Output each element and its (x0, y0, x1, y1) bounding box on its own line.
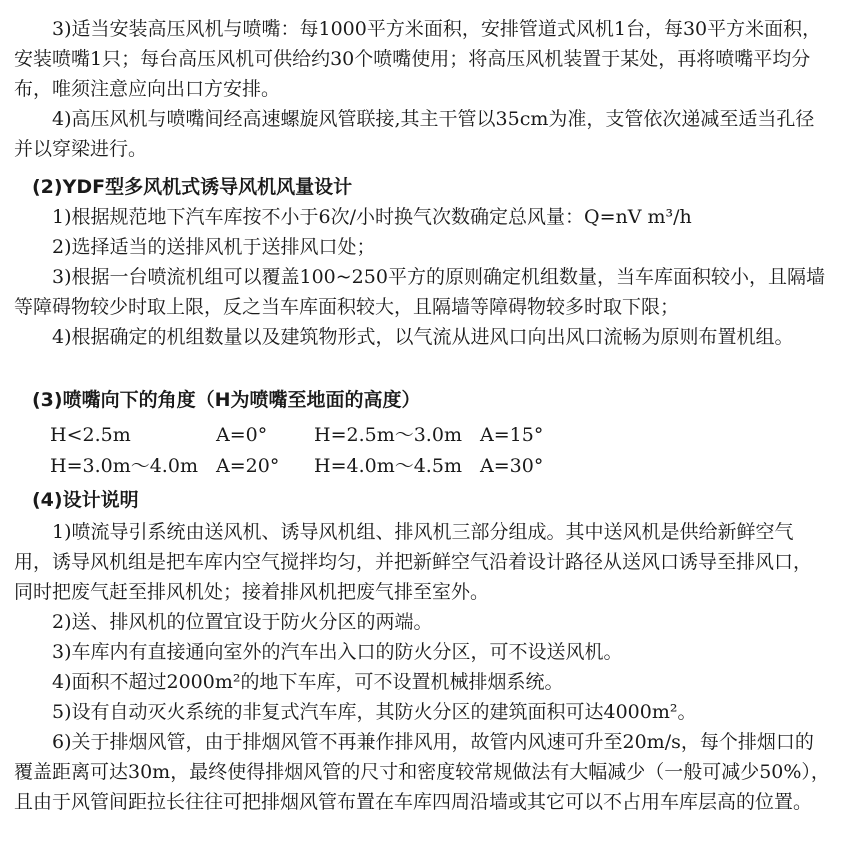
section-heading-design-notes: (4)设计说明 (32, 489, 139, 511)
paragraph-total-airflow: 1)根据规范地下汽车库按不小于6次/小时换气次数确定总风量：Q=nV m³/h (52, 206, 692, 228)
angle-value: A=0° (216, 424, 268, 446)
angle-height: H=2.5m～3.0m (314, 424, 462, 446)
paragraph-no-supply-fan: 3)车库内有直接通向室外的汽车出入口的防火分区，可不设送风机。 (52, 641, 623, 663)
paragraph-duct-connection: 4)高压风机与喷嘴间经高速螺旋风管联接,其主干管以35cm为准，支管依次递减至适当孔径并以穿梁进行。 (14, 108, 815, 160)
section-heading-nozzle-angle: (3)喷嘴向下的角度（H为喷嘴至地面的高度） (32, 389, 421, 411)
paragraph-fan-position: 2)送、排风机的位置宜设于防火分区的两端。 (52, 611, 433, 633)
paragraph-fan-nozzle-install: 3)适当安装高压风机与喷嘴：每1000平方米面积，安排管道式风机1台，每30平方米面积，安装喷嘴1只；每台高压风机可供给约30个喷嘴使用；将高压风机装置于某处，再将喷嘴平均分布，唯须注意应向出口方安排。 (14, 18, 822, 100)
paragraph-system-components: 1)喷流导引系统由送风机、诱导风机组、排风机三部分组成。其中送风机是供给新鲜空气用，诱导风机组是把车库内空气搅拌均匀，并把新鲜空气沿着设计路径从送风口诱导至排风口，同时把废气赶至排风机处；接着排风机把废气排至室外。 (14, 521, 813, 603)
angle-height: H=4.0m～4.5m (314, 455, 462, 477)
angle-height: H<2.5m (50, 424, 131, 446)
angle-value: A=20° (216, 455, 280, 477)
angle-value: A=30° (480, 455, 544, 477)
angle-height: H=3.0m～4.0m (50, 455, 198, 477)
paragraph-fan-placement: 2)选择适当的送排风机于送排风口处； (52, 236, 376, 258)
paragraph-no-smoke-system: 4)面积不超过2000m²的地下车库，可不设置机械排烟系统。 (52, 671, 564, 693)
paragraph-unit-layout: 4)根据确定的机组数量以及建筑物形式，以气流从进风口向出风口流畅为原则布置机组。 (52, 326, 794, 348)
paragraph-smoke-duct: 6)关于排烟风管，由于排烟风管不再兼作排风用，故管内风速可升至20m/s，每个排烟口的覆盖距离可达30m，最终使得排烟风管的尺寸和密度较常规做法有大幅减少（一般可减少50%），且由于风管间距拉长往往可把排烟风管布置在车库四周沿墙或其它可以不占用车库层高的位置。 (14, 731, 830, 813)
angle-row (14, 451, 830, 481)
section-heading-ydf: (2)YDF型多风机式诱导风机风量设计 (32, 176, 353, 198)
paragraph-fire-zone-area: 5)设有自动灭火系统的非复式汽车库，其防火分区的建筑面积可达4000m²。 (52, 701, 697, 723)
angle-row (14, 420, 830, 450)
paragraph-unit-quantity: 3)根据一台喷流机组可以覆盖100~250平方的原则确定机组数量，当车库面积较小，且隔墙等障碍物较少时取上限，反之当车库面积较大，且隔墙等障碍物较多时取下限； (14, 266, 825, 318)
angle-value: A=15° (480, 424, 544, 446)
